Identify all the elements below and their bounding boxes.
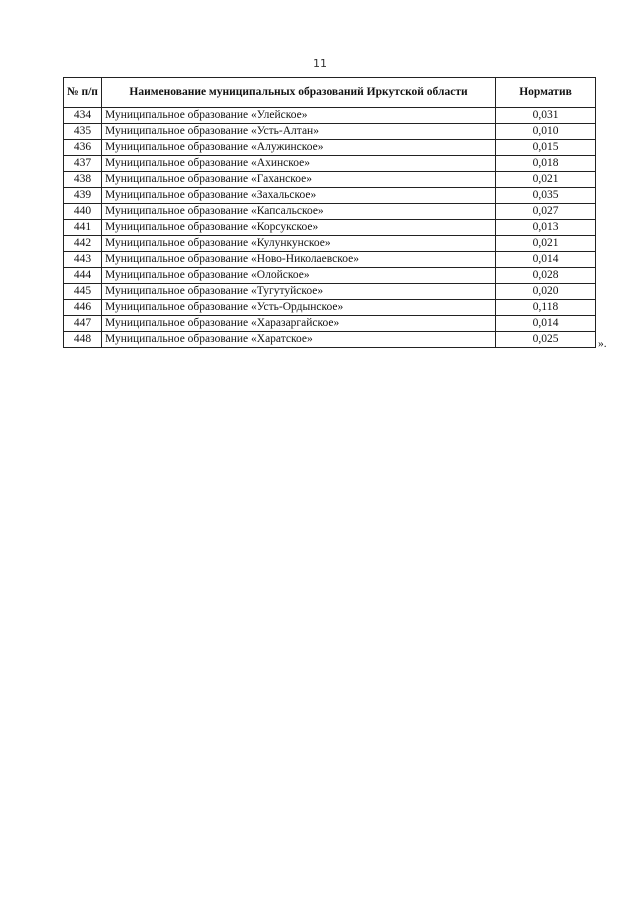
row-name: Муниципальное образование «Харатское» xyxy=(102,332,496,348)
table-row xyxy=(64,316,596,332)
row-number: 434 xyxy=(64,108,102,124)
table-header-row xyxy=(64,78,596,108)
table-row xyxy=(64,300,596,316)
table-row xyxy=(64,284,596,300)
header-number: № п/п xyxy=(64,78,102,108)
header-normative: Норматив xyxy=(496,78,596,108)
row-normative: 0,015 xyxy=(496,140,596,156)
row-number: 436 xyxy=(64,140,102,156)
row-name: Муниципальное образование «Улейское» xyxy=(102,108,496,124)
table-row xyxy=(64,204,596,220)
row-normative: 0,031 xyxy=(496,108,596,124)
table-row xyxy=(64,140,596,156)
row-normative: 0,010 xyxy=(496,124,596,140)
table-row xyxy=(64,124,596,140)
row-name: Муниципальное образование «Олойское» xyxy=(102,268,496,284)
table-row xyxy=(64,188,596,204)
header-name: Наименование муниципальных образований Иркутской области xyxy=(102,78,496,108)
row-name: Муниципальное образование «Захальское» xyxy=(102,188,496,204)
row-name: Муниципальное образование «Усть-Ордынское» xyxy=(102,300,496,316)
page-number: 11 xyxy=(313,57,327,70)
row-normative: 0,025 xyxy=(496,332,596,348)
row-number: 448 xyxy=(64,332,102,348)
normatives-table xyxy=(63,77,596,348)
row-number: 444 xyxy=(64,268,102,284)
row-name: Муниципальное образование «Алужинское» xyxy=(102,140,496,156)
row-name: Муниципальное образование «Капсальское» xyxy=(102,204,496,220)
row-name: Муниципальное образование «Харазаргайское» xyxy=(102,316,496,332)
row-name: Муниципальное образование «Ахинское» xyxy=(102,156,496,172)
row-name: Муниципальное образование «Кулункунское» xyxy=(102,236,496,252)
table-row xyxy=(64,156,596,172)
table-row xyxy=(64,108,596,124)
table-row xyxy=(64,332,596,348)
row-number: 435 xyxy=(64,124,102,140)
row-normative: 0,014 xyxy=(496,316,596,332)
table-row xyxy=(64,236,596,252)
row-name: Муниципальное образование «Тугутуйское» xyxy=(102,284,496,300)
row-normative: 0,035 xyxy=(496,188,596,204)
row-number: 446 xyxy=(64,300,102,316)
row-normative: 0,028 xyxy=(496,268,596,284)
table-row xyxy=(64,252,596,268)
table-row xyxy=(64,172,596,188)
row-normative: 0,021 xyxy=(496,236,596,252)
row-normative: 0,020 xyxy=(496,284,596,300)
row-normative: 0,018 xyxy=(496,156,596,172)
row-normative: 0,013 xyxy=(496,220,596,236)
row-number: 447 xyxy=(64,316,102,332)
row-number: 442 xyxy=(64,236,102,252)
row-name: Муниципальное образование «Ново-Николаевское» xyxy=(102,252,496,268)
closing-quote-mark: ». xyxy=(598,338,607,350)
row-number: 443 xyxy=(64,252,102,268)
row-number: 441 xyxy=(64,220,102,236)
table-row xyxy=(64,220,596,236)
row-name: Муниципальное образование «Усть-Алтан» xyxy=(102,124,496,140)
row-name: Муниципальное образование «Гаханское» xyxy=(102,172,496,188)
table-row xyxy=(64,268,596,284)
row-normative: 0,118 xyxy=(496,300,596,316)
row-number: 445 xyxy=(64,284,102,300)
row-number: 437 xyxy=(64,156,102,172)
row-normative: 0,027 xyxy=(496,204,596,220)
row-normative: 0,014 xyxy=(496,252,596,268)
row-number: 440 xyxy=(64,204,102,220)
row-number: 438 xyxy=(64,172,102,188)
row-number: 439 xyxy=(64,188,102,204)
row-normative: 0,021 xyxy=(496,172,596,188)
row-name: Муниципальное образование «Корсукское» xyxy=(102,220,496,236)
